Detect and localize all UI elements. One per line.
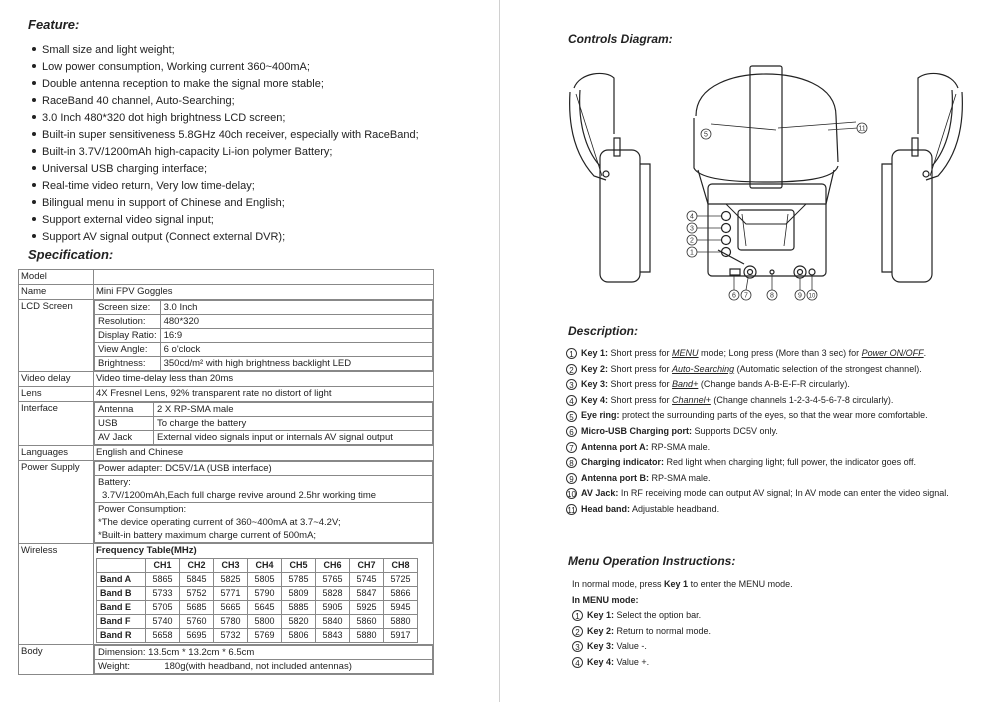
- body-subtable: [94, 645, 433, 674]
- spec-row-body: [19, 645, 434, 675]
- feature-item: [28, 144, 419, 161]
- frequency-value: 5790: [248, 587, 282, 601]
- spec-value: [94, 645, 434, 675]
- description-text: Red light when charging light; full power, the indicator goes off.: [664, 457, 916, 468]
- subtable-row: [95, 403, 433, 417]
- description-emphasis: MENU: [672, 348, 699, 358]
- spec-row-lens: [19, 387, 434, 402]
- bullet-icon: [32, 98, 36, 102]
- feature-item: [28, 93, 419, 110]
- subtable-value: 3.0 Inch: [160, 301, 432, 315]
- feature-text: Built-in super sensitiveness 5.8GHz 40ch receiver, especially with RaceBand;: [42, 129, 419, 141]
- bullet-icon: [32, 47, 36, 51]
- interface-subtable: [94, 402, 433, 445]
- battery-cell: [95, 476, 433, 503]
- menu-item-key: Key 1:: [587, 610, 615, 620]
- callout-9: [795, 278, 805, 300]
- feature-text: 3.0 Inch 480*320 dot high brightness LCD screen;: [42, 112, 286, 124]
- description-item: [566, 362, 986, 378]
- bullet-icon: [32, 183, 36, 187]
- spec-row-lcd: [19, 300, 434, 372]
- callout-number: 11: [858, 125, 866, 133]
- circled-number-icon: 8: [566, 457, 577, 468]
- callout-number: 4: [690, 213, 694, 221]
- description-text: protect the surrounding parts of the eyes, so that the wear more comfortable.: [619, 410, 928, 421]
- feature-item: [28, 59, 419, 76]
- callout-number: 10: [808, 293, 816, 300]
- description-heading: Description:: [568, 324, 639, 338]
- subtable-value: 480*320: [160, 315, 432, 329]
- subtable-row: [95, 329, 433, 343]
- frequency-value: 5865: [146, 573, 180, 587]
- description-text: Short press for: [608, 363, 673, 374]
- menu-item: [572, 608, 711, 624]
- subtable-row: [95, 417, 433, 431]
- frequency-value: 5809: [282, 587, 316, 601]
- menu-item-key: Key 2:: [587, 625, 615, 636]
- channel-header: CH1: [146, 559, 180, 573]
- description-text: (Change channels 1-2-3-4-5-6-7-8 circularly).: [710, 394, 894, 405]
- frequency-row: [97, 615, 418, 629]
- page-divider: [499, 0, 500, 702]
- description-item: [566, 424, 986, 440]
- spec-label: LCD Screen: [19, 300, 94, 372]
- circled-number-icon: 11: [567, 506, 576, 516]
- circled-number-icon: 3: [572, 641, 583, 652]
- frequency-value: 5845: [180, 573, 214, 587]
- battery-label: Battery:: [98, 477, 131, 488]
- description-key: Antenna port B:: [581, 472, 649, 483]
- spec-row-wireless: [19, 544, 434, 645]
- description-emphasis: Band+: [672, 379, 699, 390]
- menu-item: [572, 624, 711, 640]
- feature-item: [28, 76, 419, 93]
- band-label: Band F: [97, 615, 146, 629]
- frequency-value: 5828: [316, 587, 350, 601]
- channel-header: CH2: [180, 559, 214, 573]
- subtable-value: 350cd/m² with high brightness backlight LED: [160, 357, 432, 371]
- feature-item: [28, 42, 419, 59]
- consumption-cell: [95, 503, 433, 543]
- frequency-value: 5866: [384, 587, 418, 601]
- callout-4: [687, 211, 721, 221]
- feature-text: Universal USB charging interface;: [42, 163, 208, 175]
- spec-row-power: [19, 461, 434, 544]
- feature-text: Support external video signal input;: [42, 214, 214, 226]
- frequency-value: 5806: [282, 629, 316, 643]
- consumption-line-1: *The device operating current of 360~400mA at 3.7~4.2V;: [98, 517, 341, 528]
- spec-row-interface: [19, 402, 434, 446]
- spec-value: [94, 270, 434, 285]
- spec-row-languages: [19, 446, 434, 461]
- right-page: [530, 0, 1000, 702]
- subtable-key: AV Jack: [95, 431, 154, 445]
- subtable-row: [95, 315, 433, 329]
- spec-label: Name: [19, 285, 94, 300]
- frequency-value: 5880: [350, 629, 384, 643]
- spec-label: Languages: [19, 446, 94, 461]
- frequency-row: [97, 573, 418, 587]
- subtable-row: [95, 301, 433, 315]
- menu-item-text: Value +.: [614, 656, 650, 667]
- callout-number: 9: [798, 292, 802, 300]
- frequency-value: 5820: [282, 615, 316, 629]
- description-emphasis: Auto-Searching: [672, 363, 735, 374]
- description-text: (Automatic selection of the strongest channel).: [734, 363, 922, 374]
- frequency-value: 5695: [180, 629, 214, 643]
- frequency-table: [96, 558, 418, 643]
- description-item: [566, 393, 986, 409]
- menu-mode-items: [572, 608, 711, 670]
- spec-value: 4X Fresnel Lens, 92% transparent rate no distort of light: [94, 387, 434, 402]
- feature-text: Built-in 3.7V/1200mAh high-capacity Li-ion polymer Battery;: [42, 146, 333, 158]
- frequency-value: 5685: [180, 601, 214, 615]
- frequency-value: 5843: [316, 629, 350, 643]
- subtable-value: 6 o'clock: [160, 343, 432, 357]
- feature-text: Small size and light weight;: [42, 44, 175, 56]
- menu-item: [572, 639, 711, 655]
- frequency-value: 5945: [384, 601, 418, 615]
- feature-text: Real-time video return, Very low time-delay;: [42, 180, 255, 192]
- frequency-value: 5725: [384, 573, 418, 587]
- specification-heading: Specification:: [28, 247, 114, 262]
- menu-mode-text: In MENU mode:: [572, 594, 639, 605]
- spec-row-name: [19, 285, 434, 300]
- consumption-label: Power Consumption:: [98, 504, 187, 515]
- goggles-left-side-view: [570, 73, 650, 282]
- description-item: [566, 408, 986, 424]
- feature-text: Double antenna reception to make the signal more stable;: [42, 78, 324, 90]
- frequency-value: 5705: [146, 601, 180, 615]
- frequency-value: 5665: [214, 601, 248, 615]
- description-list: [566, 346, 986, 518]
- callout-number: 2: [690, 237, 694, 245]
- menu-instructions-list: [572, 577, 793, 608]
- description-key: Charging indicator:: [581, 457, 664, 468]
- spec-value: Mini FPV Goggles: [94, 285, 434, 300]
- description-key: Eye ring:: [581, 410, 620, 421]
- subtable-key: Antenna: [95, 403, 154, 417]
- frequency-value: 5760: [180, 615, 214, 629]
- spec-label: Model: [19, 270, 94, 285]
- description-text: Adjustable headband.: [630, 503, 720, 514]
- subtable-row: [95, 357, 433, 371]
- frequency-value: 5658: [146, 629, 180, 643]
- channel-header: CH3: [214, 559, 248, 573]
- description-text: Short press for: [608, 394, 673, 405]
- bullet-icon: [32, 217, 36, 221]
- frequency-value: 5847: [350, 587, 384, 601]
- frequency-value: 5825: [214, 573, 248, 587]
- menu-instructions-heading: Menu Operation Instructions:: [568, 554, 736, 568]
- circled-number-icon: 10: [567, 490, 576, 500]
- description-text: Short press for: [608, 348, 673, 358]
- spec-value: English and Chinese: [94, 446, 434, 461]
- circled-number-icon: 7: [566, 442, 577, 453]
- spec-value: [94, 544, 434, 645]
- menu-item-text: Select the option bar.: [614, 610, 702, 620]
- channel-header: CH6: [316, 559, 350, 573]
- feature-heading: Feature:: [28, 17, 80, 32]
- circled-number-icon: 1: [572, 610, 583, 621]
- circled-number-icon: 2: [572, 626, 583, 637]
- feature-item: [28, 161, 419, 178]
- channel-header: CH4: [248, 559, 282, 573]
- subtable-key: Brightness:: [95, 357, 161, 371]
- feature-text: Support AV signal output (Connect external DVR);: [42, 231, 286, 243]
- frequency-value: 5880: [384, 615, 418, 629]
- feature-text: Low power consumption, Working current 360~400mA;: [42, 61, 310, 73]
- callout-number: 8: [770, 292, 774, 300]
- callout-3: [687, 223, 721, 233]
- bullet-icon: [32, 166, 36, 170]
- feature-text: Bilingual menu in support of Chinese and English;: [42, 197, 285, 209]
- callout-5: [701, 129, 711, 139]
- description-text: RP-SMA male.: [649, 472, 711, 483]
- frequency-value: 5732: [214, 629, 248, 643]
- circled-number-icon: 6: [566, 426, 577, 437]
- subtable-key: USB: [95, 417, 154, 431]
- circled-number-icon: 4: [572, 657, 583, 668]
- menu-item-key: Key 4:: [587, 656, 615, 667]
- frequency-value: 5780: [214, 615, 248, 629]
- callout-1: [687, 247, 721, 257]
- spec-label: Body: [19, 645, 94, 675]
- frequency-value: 5805: [248, 573, 282, 587]
- callout-number: 3: [690, 225, 694, 233]
- subtable-value: External video signals input or internals AV signal output: [154, 431, 433, 445]
- callout-6: [729, 276, 739, 300]
- frequency-value: 5733: [146, 587, 180, 601]
- bullet-icon: [32, 234, 36, 238]
- description-item: [566, 440, 986, 456]
- spec-label: Interface: [19, 402, 94, 446]
- description-item: [566, 346, 986, 362]
- callout-number: 1: [690, 249, 694, 257]
- consumption-line-2: *Built-in battery maximum charge current of 500mA;: [98, 530, 317, 541]
- description-item: [566, 486, 986, 502]
- description-text: mode; Long press (More than 3 sec) for: [698, 348, 862, 358]
- frequency-value: 5917: [384, 629, 418, 643]
- menu-item-text: Value -.: [614, 641, 647, 651]
- description-text: Supports DC5V only.: [692, 425, 778, 436]
- spec-value: [94, 402, 434, 446]
- frequency-value: 5885: [282, 601, 316, 615]
- description-emphasis: Channel+: [672, 394, 711, 405]
- frequency-value: 5840: [316, 615, 350, 629]
- description-item: [566, 502, 986, 518]
- callout-number: 6: [732, 292, 736, 300]
- frequency-row: [97, 587, 418, 601]
- menu-intro: [572, 577, 793, 593]
- goggles-front-view: [694, 66, 856, 278]
- spec-value: [94, 461, 434, 544]
- frequency-value: 5752: [180, 587, 214, 601]
- callout-number: 5: [704, 131, 708, 139]
- channel-header: CH5: [282, 559, 316, 573]
- bullet-icon: [32, 81, 36, 85]
- description-item: [566, 455, 986, 471]
- subtable-row: [95, 431, 433, 445]
- feature-item: [28, 212, 419, 229]
- frequency-row: [97, 629, 418, 643]
- menu-item: [572, 655, 711, 671]
- subtable-row: [95, 343, 433, 357]
- menu-item-text: Return to normal mode.: [614, 625, 712, 636]
- description-key: Antenna port A:: [581, 441, 649, 452]
- callout-7: [741, 278, 751, 300]
- frequency-value: 5771: [214, 587, 248, 601]
- description-key: AV Jack:: [581, 488, 619, 499]
- channel-header: CH8: [384, 559, 418, 573]
- menu-intro-text-end: to enter the MENU mode.: [688, 579, 793, 589]
- frequency-value: 5800: [248, 615, 282, 629]
- power-adapter: Power adapter: DC5V/1A (USB interface): [95, 462, 433, 476]
- frequency-value: 5925: [350, 601, 384, 615]
- description-text: Short press for: [608, 379, 673, 390]
- spec-value: [94, 300, 434, 372]
- description-text: RP-SMA male.: [648, 441, 711, 452]
- bullet-icon: [32, 149, 36, 153]
- subtable-value: 16:9: [160, 329, 432, 343]
- subtable-key: Display Ratio:: [95, 329, 161, 343]
- description-key: Head band:: [581, 503, 631, 514]
- callout-2: [687, 235, 721, 245]
- lcd-subtable: [94, 300, 433, 371]
- band-label: Band A: [97, 573, 146, 587]
- frequency-value: 5905: [316, 601, 350, 615]
- description-emphasis: Power ON/OFF: [861, 348, 924, 358]
- subtable-key: Resolution:: [95, 315, 161, 329]
- battery-value: 3.7V/1200mAh,Each full charge revive around 2.5hr working time: [102, 490, 377, 501]
- frequency-value: 5785: [282, 573, 316, 587]
- description-item: [566, 471, 986, 487]
- circled-number-icon: 4: [566, 395, 577, 406]
- goggles-controls-diagram: [566, 64, 966, 314]
- feature-item: [28, 127, 419, 144]
- frequency-corner: [97, 559, 146, 573]
- spec-label: Wireless: [19, 544, 94, 645]
- frequency-value: 5740: [146, 615, 180, 629]
- feature-item: [28, 195, 419, 212]
- feature-list: [28, 42, 419, 246]
- feature-item: [28, 110, 419, 127]
- feature-item: [28, 229, 419, 246]
- frequency-value: 5745: [350, 573, 384, 587]
- spec-row-video-delay: [19, 372, 434, 387]
- description-key: Key 3:: [581, 379, 609, 390]
- controls-diagram-heading: Controls Diagram:: [568, 32, 673, 46]
- description-key: Key 4:: [581, 394, 609, 405]
- menu-intro-key: Key 1: [664, 579, 689, 589]
- spec-value: Video time-delay less than 20ms: [94, 372, 434, 387]
- band-label: Band E: [97, 601, 146, 615]
- bullet-icon: [32, 115, 36, 119]
- menu-mode-label: [572, 593, 793, 609]
- bullet-icon: [32, 200, 36, 204]
- description-text: .: [923, 348, 927, 358]
- specification-table: [18, 269, 434, 675]
- frequency-value: 5765: [316, 573, 350, 587]
- spec-label: Power Supply: [19, 461, 94, 544]
- goggles-right-side-view: [882, 73, 962, 282]
- circled-number-icon: 5: [566, 411, 577, 422]
- frequency-value: 5645: [248, 601, 282, 615]
- circled-number-icon: 1: [566, 348, 577, 359]
- frequency-row: [97, 601, 418, 615]
- subtable-key: View Angle:: [95, 343, 161, 357]
- callout-10: [807, 275, 817, 300]
- menu-item-key: Key 3:: [587, 641, 615, 651]
- menu-intro-text: In normal mode, press: [572, 579, 665, 589]
- band-label: Band R: [97, 629, 146, 643]
- dimension: Dimension: 13.5cm * 13.2cm * 6.5cm: [95, 646, 433, 660]
- subtable-value: 2 X RP-SMA male: [154, 403, 433, 417]
- description-text: (Change bands A-B-E-F-R circularly).: [698, 379, 850, 390]
- subtable-value: To charge the battery: [154, 417, 433, 431]
- description-item: [566, 377, 986, 393]
- spec-label: Lens: [19, 387, 94, 402]
- callout-number: 7: [744, 292, 748, 300]
- feature-text: RaceBand 40 channel, Auto-Searching;: [42, 95, 235, 107]
- description-key: Micro-USB Charging port:: [581, 425, 692, 436]
- callout-8: [767, 274, 777, 300]
- subtable-key: Screen size:: [95, 301, 161, 315]
- circled-number-icon: 3: [566, 379, 577, 390]
- callout-11: [828, 123, 867, 133]
- circled-number-icon: 9: [566, 473, 577, 484]
- bullet-icon: [32, 64, 36, 68]
- description-text: In RF receiving mode can output AV signal; In AV mode can enter the video signal.: [618, 488, 949, 499]
- channel-header: CH7: [350, 559, 384, 573]
- weight: Weight: 180g(with headband, not included antennas): [95, 660, 433, 674]
- frequency-table-title: Frequency Table(MHz): [96, 545, 197, 556]
- spec-row-model: [19, 270, 434, 285]
- spec-label: Video delay: [19, 372, 94, 387]
- frequency-value: 5769: [248, 629, 282, 643]
- band-label: Band B: [97, 587, 146, 601]
- description-key: Key 1:: [581, 348, 609, 358]
- frequency-header-row: [97, 559, 418, 573]
- feature-item: [28, 178, 419, 195]
- bullet-icon: [32, 132, 36, 136]
- power-subtable: [94, 461, 433, 543]
- circled-number-icon: 2: [566, 364, 577, 375]
- description-key: Key 2:: [581, 363, 609, 374]
- frequency-value: 5860: [350, 615, 384, 629]
